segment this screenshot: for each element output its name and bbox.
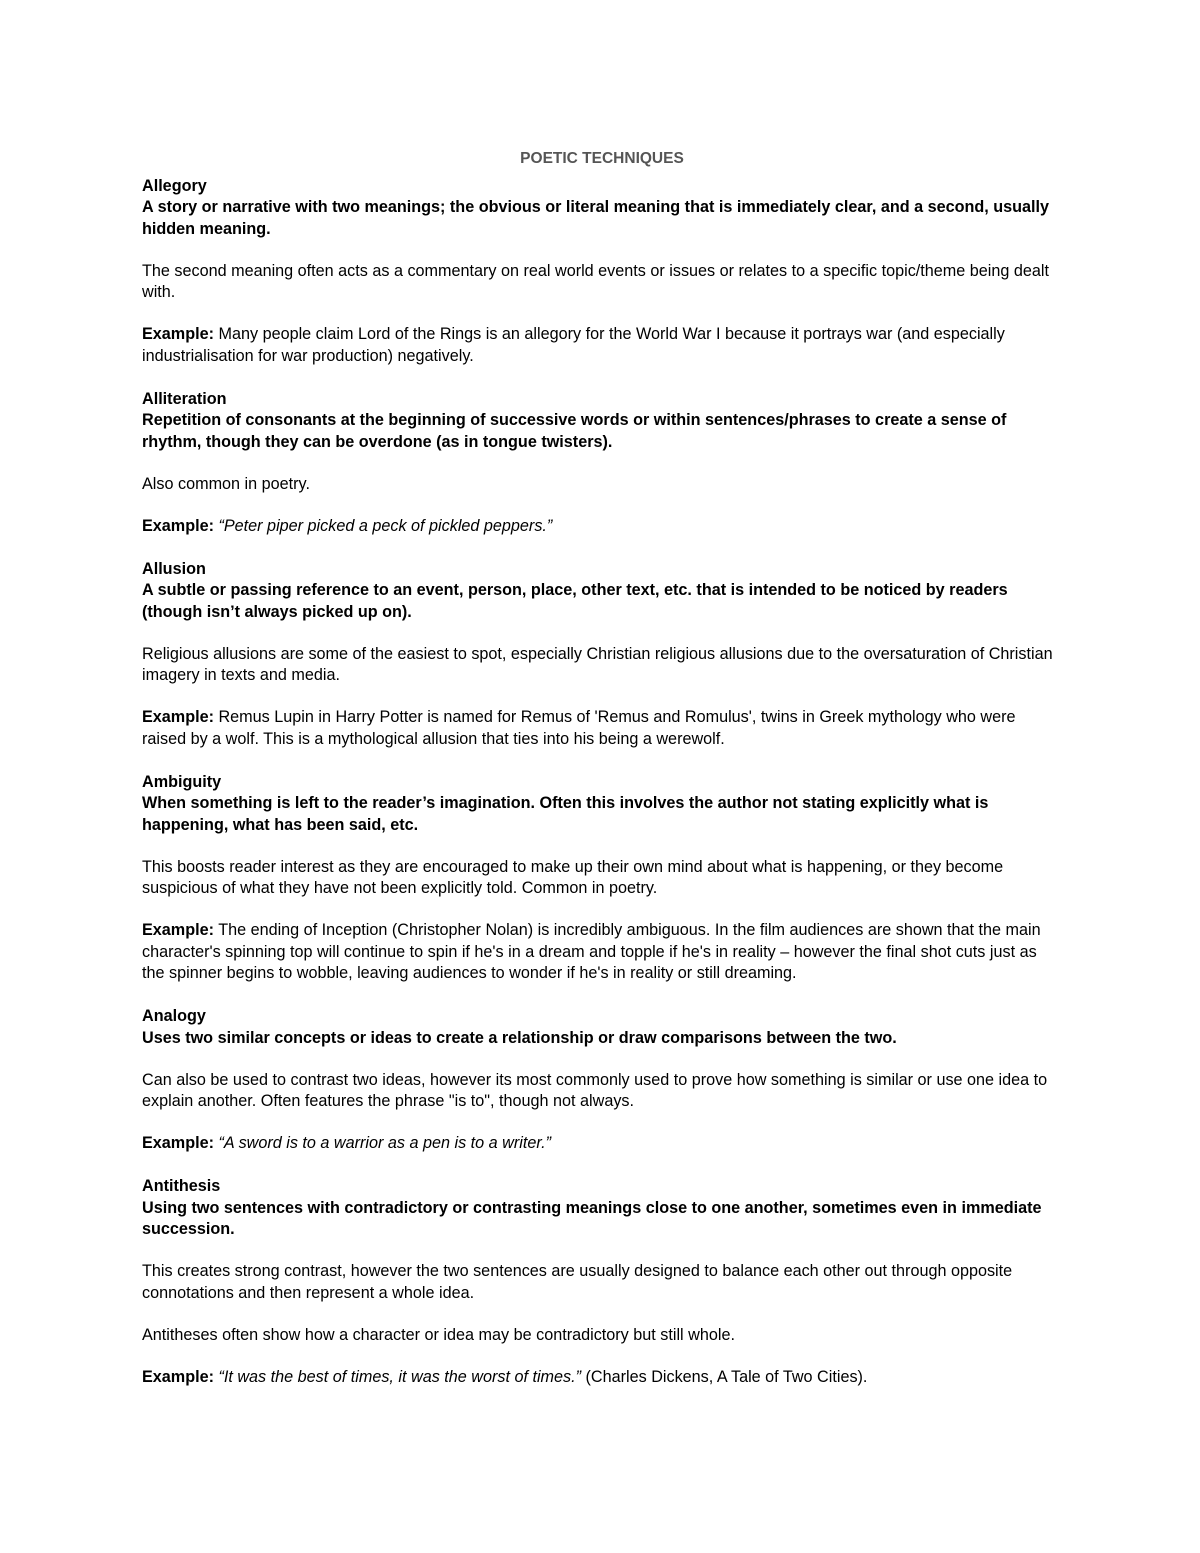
explanation-paragraph: Religious allusions are some of the easiest to spot, especially Christian religious allusions due to the oversaturation of Christian imagery in texts and media. [142,644,1053,684]
example-quote: “Peter piper picked a peck of pickled peppers.” [213,516,553,535]
example-paragraph [142,707,1062,750]
example-label: Example: [142,516,214,535]
term-definition: When something is left to the reader’s imagination. Often this involves the author not stating explicitly what is happening, what has been said, etc. [142,794,989,834]
example-text: Many people claim Lord of the Rings is an allegory for the World War I because it portrays war (and especially industrialisation for war production) negatively. [142,325,1005,365]
example-quote: “A sword is to a warrior as a pen is to a writer.” [213,1134,552,1152]
term-definition: A subtle or passing reference to an event, person, place, other text, etc. that is intended to be noticed by readers (though isn’t always picked up on). [142,581,1008,621]
example-text: Remus Lupin in Harry Potter is named for Remus of 'Remus and Romulus', twins in Greek mythology who were raised by a wolf. This is a mythological allusion that ties into his being a werewolf. [142,708,1016,748]
section-alliteration [142,389,1062,538]
section-analogy [142,1006,1062,1155]
document-page [142,148,1062,1388]
example-text: (Charles Dickens, A Tale of Two Cities). [581,1367,868,1386]
example-quote: “It was the best of times, it was the worst of times.” [213,1367,582,1386]
term-definition: Using two sentences with contradictory or contrasting meanings close to one another, sometimes even in immediate succession. [142,1198,1042,1238]
example-paragraph [142,324,1062,367]
explanation-paragraph: This creates strong contrast, however the two sentences are usually designed to balance each other out through opposite connotations and then represent a whole idea. [142,1262,1013,1302]
term-heading: Allusion [142,559,206,578]
term-heading: Antithesis [142,1177,221,1195]
term-heading: Analogy [142,1007,206,1025]
example-label: Example: [142,1134,214,1152]
example-paragraph [142,1367,1062,1389]
explanation-paragraph: This boosts reader interest as they are encouraged to make up their own mind about what is happening, or they become suspicious of what they have not been explicitly told. Common in poetry. [142,857,1004,897]
term-heading: Allegory [142,176,207,195]
section-antithesis [142,1176,1062,1388]
section-ambiguity [142,772,1062,985]
example-label: Example: [142,921,214,939]
example-label: Example: [142,325,214,343]
term-definition: A story or narrative with two meanings; the obvious or literal meaning that is immediately clear, and a second, usually hidden meaning. [142,198,1050,238]
explanation-paragraph: Also common in poetry. [142,474,310,493]
term-definition: Repetition of consonants at the beginning of successive words or within sentences/phrases to create a sense of rhythm, though they can be overdone (as in tongue twisters). [142,411,1007,451]
sections-container [142,176,1062,1389]
example-label: Example: [142,1367,214,1386]
section-allegory [142,176,1062,368]
example-paragraph [142,516,1062,538]
explanation-paragraph: The second meaning often acts as a commentary on real world events or issues or relates to a specific topic/theme being dealt with. [142,261,1049,301]
term-heading: Alliteration [142,389,227,408]
term-heading: Ambiguity [142,772,222,791]
example-label: Example: [142,708,214,726]
example-paragraph [142,1133,1062,1155]
example-paragraph [142,920,1062,985]
term-definition: Uses two similar concepts or ideas to create a relationship or draw comparisons between the two. [142,1028,897,1047]
explanation-paragraph: Antitheses often show how a character or idea may be contradictory but still whole. [142,1325,735,1344]
section-allusion [142,559,1062,751]
explanation-paragraph: Can also be used to contrast two ideas, however its most commonly used to prove how something is similar or use one idea to explain another. Often features the phrase "is to", though not always. [142,1070,1048,1110]
example-text: The ending of Inception (Christopher Nolan) is incredibly ambiguous. In the film audiences are shown that the main character's spinning top will continue to spin if he's in a dream and topple if he's in reality – however the final shot cuts just as the spinner begins to wobble, leaving audiences to wonder if he's in reality or still dreaming. [142,921,1041,982]
document-title: POETIC TECHNIQUES [520,150,684,167]
